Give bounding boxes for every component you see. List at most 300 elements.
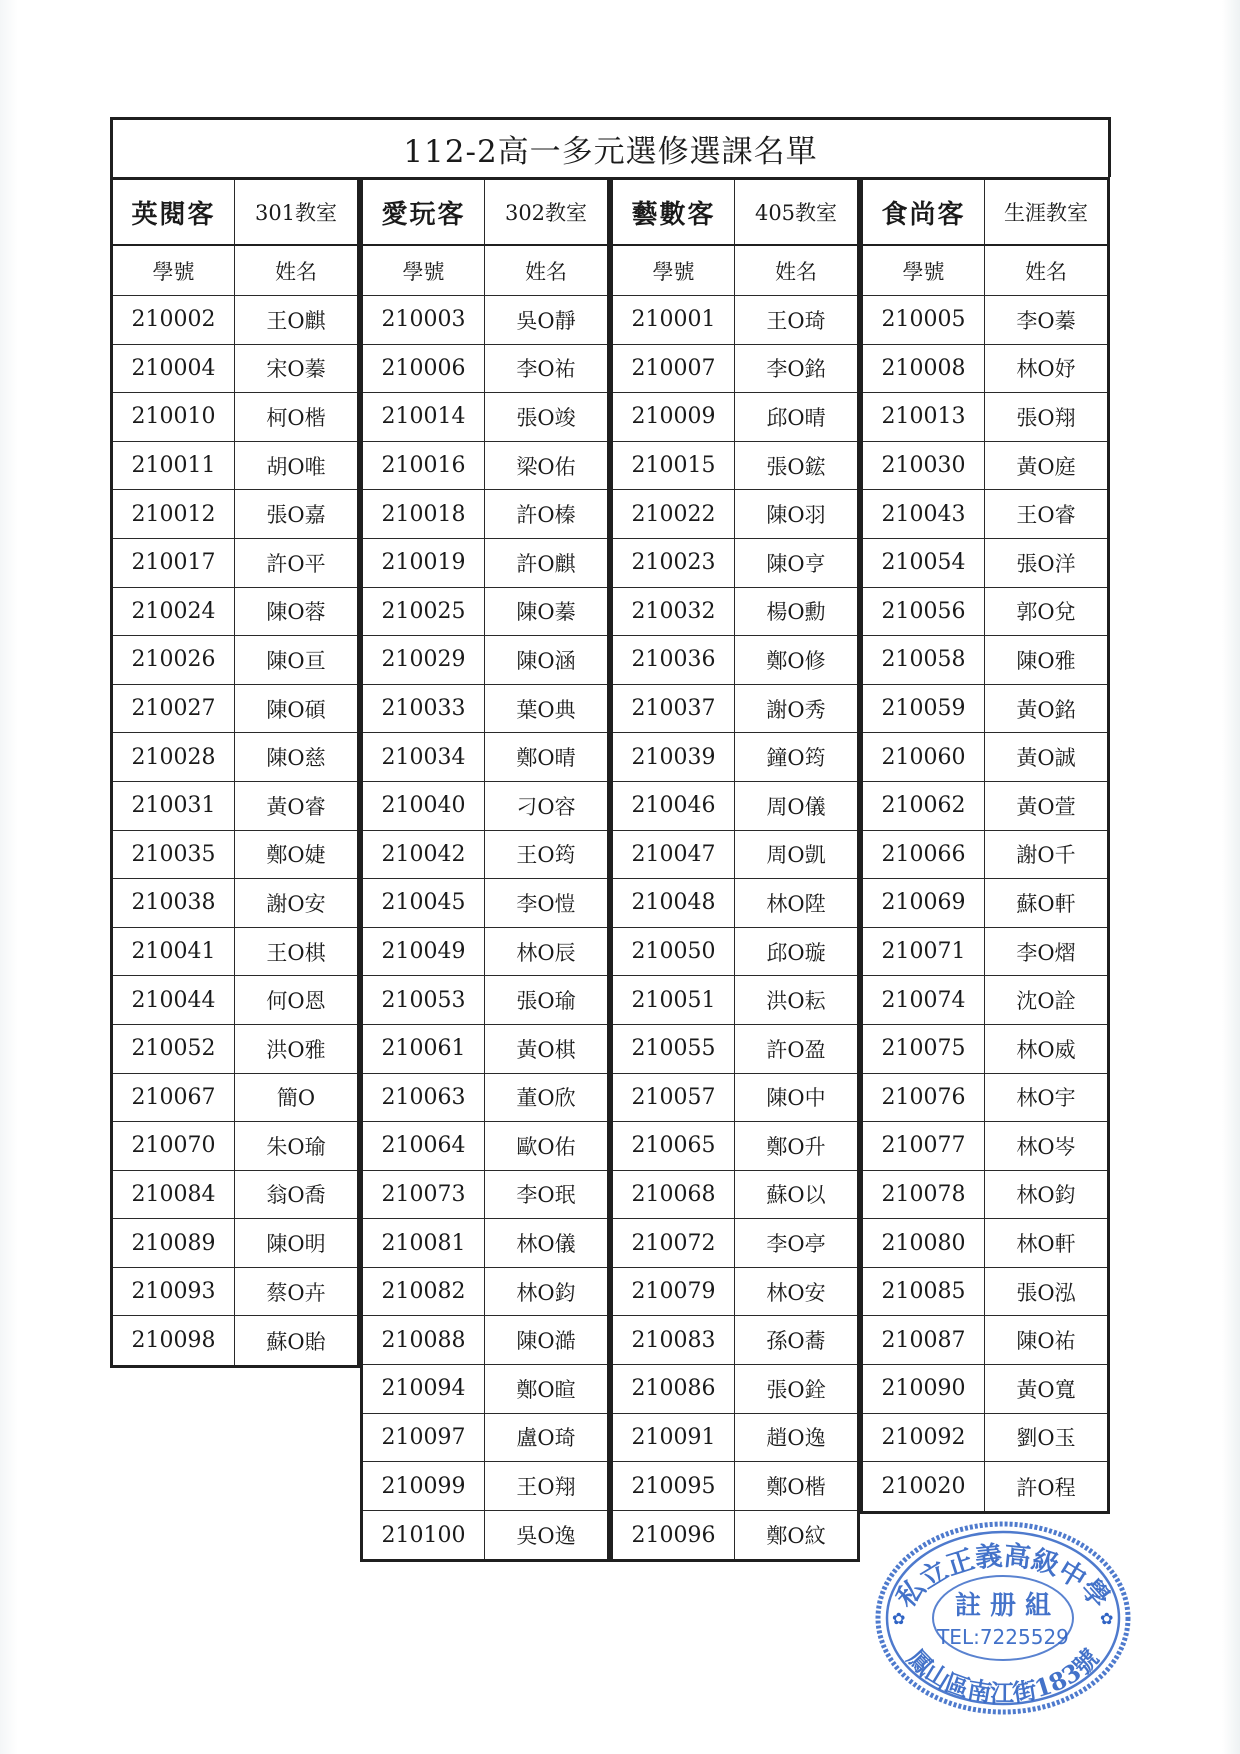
student-name: 張O瑜 xyxy=(516,989,576,1014)
student-id: 210081 xyxy=(363,1219,485,1267)
table-row xyxy=(863,1025,1107,1074)
table-row xyxy=(613,879,857,928)
student-id: 210025 xyxy=(363,588,485,636)
student-name-header: 姓名 xyxy=(1025,259,1067,284)
student-name: 王O棋 xyxy=(266,940,326,965)
student-id-header: 學號 xyxy=(863,246,985,295)
student-id: 210058 xyxy=(863,636,985,684)
student-id: 210018 xyxy=(363,490,485,538)
student-id: 210071 xyxy=(863,928,985,976)
student-name: 李O亭 xyxy=(766,1232,826,1257)
table-row xyxy=(613,1219,857,1268)
student-name: 周O凱 xyxy=(766,843,826,868)
student-name: 葉O典 xyxy=(516,697,576,722)
student-id: 210086 xyxy=(613,1365,735,1413)
table-row xyxy=(363,1414,607,1463)
student-name: 孫O蕎 xyxy=(766,1329,826,1354)
student-name: 趙O逸 xyxy=(766,1426,826,1451)
course-header-row xyxy=(113,180,357,246)
student-name: 張O泓 xyxy=(1016,1280,1076,1305)
student-name: 鄭O暄 xyxy=(516,1377,576,1402)
course-name: 愛玩客 xyxy=(363,180,485,244)
student-name: 張O銓 xyxy=(766,1377,826,1402)
table-row xyxy=(613,1316,857,1365)
table-row xyxy=(613,976,857,1025)
student-name: 鄭O晴 xyxy=(516,746,576,771)
student-id: 210066 xyxy=(863,831,985,879)
course-name: 食尚客 xyxy=(863,180,985,244)
column-label-row xyxy=(363,246,607,296)
table-row xyxy=(863,928,1107,977)
student-name: 陳O雅 xyxy=(1016,648,1076,673)
student-id: 210082 xyxy=(363,1268,485,1316)
student-name: 張O竣 xyxy=(516,405,576,430)
student-id: 210087 xyxy=(863,1316,985,1364)
course-room: 301教室 xyxy=(254,201,338,225)
stamp-office-text: 註 册 組 xyxy=(954,1591,1052,1621)
student-id: 210079 xyxy=(613,1268,735,1316)
student-id: 210089 xyxy=(113,1219,235,1267)
table-row xyxy=(613,1268,857,1317)
student-name-header: 姓名 xyxy=(275,259,317,284)
flower-icon: ✿ xyxy=(892,1609,906,1628)
student-id: 210050 xyxy=(613,928,735,976)
student-name: 陳O明 xyxy=(266,1232,326,1257)
student-name: 王O麒 xyxy=(266,308,326,333)
student-name: 陳O慈 xyxy=(266,746,326,771)
student-name: 陳O蓁 xyxy=(516,600,576,625)
student-id: 210023 xyxy=(613,539,735,587)
table-row xyxy=(613,928,857,977)
course-name: 藝數客 xyxy=(613,180,735,244)
student-name: 蘇O軒 xyxy=(1016,891,1076,916)
table-row xyxy=(863,636,1107,685)
student-id: 210044 xyxy=(113,976,235,1024)
table-row xyxy=(113,296,357,345)
student-name: 黃O誠 xyxy=(1016,746,1076,771)
table-row xyxy=(363,1219,607,1268)
student-name: 劉O玉 xyxy=(1016,1426,1076,1451)
table-row xyxy=(363,442,607,491)
student-id: 210004 xyxy=(113,345,235,393)
table-row xyxy=(113,442,357,491)
table-row xyxy=(863,685,1107,734)
table-row xyxy=(863,1171,1107,1220)
student-name: 邱O晴 xyxy=(766,405,826,430)
student-name: 陳O蓉 xyxy=(266,600,326,625)
student-id: 210064 xyxy=(363,1122,485,1170)
student-name: 黃O睿 xyxy=(266,794,326,819)
student-name: 鄭O婕 xyxy=(266,843,326,868)
student-id: 210092 xyxy=(863,1414,985,1462)
table-row xyxy=(363,976,607,1025)
student-id: 210078 xyxy=(863,1171,985,1219)
table-row xyxy=(363,831,607,880)
student-name: 陳O亘 xyxy=(266,648,326,673)
student-id: 210098 xyxy=(113,1316,235,1365)
table-row xyxy=(863,782,1107,831)
course-header-row xyxy=(363,180,607,246)
student-id: 210003 xyxy=(363,296,485,344)
table-row xyxy=(863,1462,1107,1511)
student-name: 謝O千 xyxy=(1016,843,1076,868)
student-id: 210026 xyxy=(113,636,235,684)
table-row xyxy=(613,1462,857,1511)
table-row xyxy=(613,636,857,685)
student-name: 許O平 xyxy=(266,551,326,576)
table-row xyxy=(113,831,357,880)
student-id: 210001 xyxy=(613,296,735,344)
student-id: 210072 xyxy=(613,1219,735,1267)
student-name: 許O程 xyxy=(1016,1475,1076,1500)
student-name: 柯O楷 xyxy=(266,405,326,430)
student-id: 210042 xyxy=(363,831,485,879)
student-id: 210063 xyxy=(363,1074,485,1122)
student-id: 210091 xyxy=(613,1414,735,1462)
table-row xyxy=(613,685,857,734)
student-id: 210043 xyxy=(863,490,985,538)
student-id: 210041 xyxy=(113,928,235,976)
student-name: 陳O澔 xyxy=(516,1329,576,1354)
table-row xyxy=(113,1268,357,1317)
course-room: 302教室 xyxy=(504,201,588,225)
student-name: 陳O碩 xyxy=(266,697,326,722)
table-row xyxy=(863,1268,1107,1317)
student-name: 楊O勳 xyxy=(766,600,826,625)
student-name: 張O翔 xyxy=(1016,405,1076,430)
student-id: 210029 xyxy=(363,636,485,684)
student-id-header: 學號 xyxy=(363,246,485,295)
student-id: 210059 xyxy=(863,685,985,733)
student-name: 王O翔 xyxy=(516,1475,576,1500)
student-name-header: 姓名 xyxy=(775,259,817,284)
table-row xyxy=(363,928,607,977)
table-row xyxy=(363,733,607,782)
table-row xyxy=(363,685,607,734)
table-row xyxy=(863,345,1107,394)
student-name: 黃O萱 xyxy=(1016,794,1076,819)
student-name: 梁O佑 xyxy=(516,454,576,479)
course-name: 英閱客 xyxy=(113,180,235,244)
student-name: 胡O唯 xyxy=(266,454,326,479)
student-name: 陳O羽 xyxy=(766,503,826,528)
table-row xyxy=(113,588,357,637)
table-row xyxy=(363,1365,607,1414)
student-id: 210065 xyxy=(613,1122,735,1170)
table-row xyxy=(113,782,357,831)
student-id: 210069 xyxy=(863,879,985,927)
student-id: 210028 xyxy=(113,733,235,781)
table-row xyxy=(613,1365,857,1414)
student-name: 林O威 xyxy=(1016,1037,1076,1062)
student-id: 210083 xyxy=(613,1316,735,1364)
student-id: 210012 xyxy=(113,490,235,538)
student-id: 210100 xyxy=(363,1511,485,1560)
student-id-header: 學號 xyxy=(613,246,735,295)
student-id: 210019 xyxy=(363,539,485,587)
student-name: 林O鈞 xyxy=(1016,1183,1076,1208)
student-id: 210061 xyxy=(363,1025,485,1073)
table-row xyxy=(113,636,357,685)
student-name: 林O儀 xyxy=(516,1232,576,1257)
student-name: 翁O喬 xyxy=(266,1183,326,1208)
student-id: 210090 xyxy=(863,1365,985,1413)
course-header-row xyxy=(613,180,857,246)
student-id: 210076 xyxy=(863,1074,985,1122)
student-id: 210094 xyxy=(363,1365,485,1413)
student-id: 210088 xyxy=(363,1316,485,1364)
table-row xyxy=(863,733,1107,782)
student-id: 210073 xyxy=(363,1171,485,1219)
table-row xyxy=(363,1462,607,1511)
table-row xyxy=(363,1511,607,1560)
page-edge-right xyxy=(1222,0,1240,1754)
table-row xyxy=(613,1171,857,1220)
student-name: 洪O耘 xyxy=(766,989,826,1014)
table-row xyxy=(613,296,857,345)
table-row xyxy=(613,1511,857,1560)
student-id: 210047 xyxy=(613,831,735,879)
student-name: 林O岑 xyxy=(1016,1134,1076,1159)
table-row xyxy=(113,733,357,782)
student-id: 210008 xyxy=(863,345,985,393)
course-block xyxy=(360,177,610,1562)
table-row xyxy=(863,1414,1107,1463)
student-name: 陳O涵 xyxy=(516,648,576,673)
student-name: 鄭O楷 xyxy=(766,1475,826,1500)
student-id: 210048 xyxy=(613,879,735,927)
student-id: 210067 xyxy=(113,1074,235,1122)
student-id: 210035 xyxy=(113,831,235,879)
table-row xyxy=(863,1122,1107,1171)
student-name: 黃O庭 xyxy=(1016,454,1076,479)
student-name: 張O鋐 xyxy=(766,454,826,479)
table-row xyxy=(113,1122,357,1171)
table-row xyxy=(363,1074,607,1123)
table-row xyxy=(363,588,607,637)
student-id: 210027 xyxy=(113,685,235,733)
student-name: 陳O祐 xyxy=(1016,1329,1076,1354)
student-id: 210068 xyxy=(613,1171,735,1219)
student-name: 李O祐 xyxy=(516,357,576,382)
student-name: 黃O銘 xyxy=(1016,697,1076,722)
student-name: 周O儀 xyxy=(766,794,826,819)
table-row xyxy=(363,1171,607,1220)
table-row xyxy=(363,782,607,831)
table-row xyxy=(613,393,857,442)
document-title: 112-2高一多元選修選課名單 xyxy=(110,117,1111,177)
student-id: 210030 xyxy=(863,442,985,490)
student-id: 210022 xyxy=(613,490,735,538)
student-id: 210014 xyxy=(363,393,485,441)
page-edge-left xyxy=(0,0,18,1754)
student-id: 210099 xyxy=(363,1462,485,1510)
student-id: 210005 xyxy=(863,296,985,344)
student-name: 郭O兌 xyxy=(1016,600,1076,625)
table-row xyxy=(113,1171,357,1220)
table-row xyxy=(863,976,1107,1025)
student-name: 簡O xyxy=(276,1086,316,1111)
student-id: 210057 xyxy=(613,1074,735,1122)
student-name: 刁O容 xyxy=(516,794,576,819)
table-row xyxy=(613,490,857,539)
table-row xyxy=(113,685,357,734)
student-name: 張O嘉 xyxy=(266,503,326,528)
student-name: 林O鈞 xyxy=(516,1280,576,1305)
table-row xyxy=(863,831,1107,880)
student-id: 210052 xyxy=(113,1025,235,1073)
table-row xyxy=(113,1219,357,1268)
student-name: 王O琦 xyxy=(766,308,826,333)
table-row xyxy=(613,1122,857,1171)
course-header-row xyxy=(863,180,1107,246)
student-name: 何O恩 xyxy=(266,989,326,1014)
table-row xyxy=(863,442,1107,491)
column-label-row xyxy=(113,246,357,296)
table-row xyxy=(363,539,607,588)
student-id: 210039 xyxy=(613,733,735,781)
table-row xyxy=(863,588,1107,637)
table-row xyxy=(113,976,357,1025)
student-id: 210074 xyxy=(863,976,985,1024)
student-id: 210034 xyxy=(363,733,485,781)
table-row xyxy=(613,588,857,637)
table-row xyxy=(613,782,857,831)
student-name: 宋O蓁 xyxy=(266,357,326,382)
table-row xyxy=(613,539,857,588)
table-row xyxy=(113,393,357,442)
student-id: 210053 xyxy=(363,976,485,1024)
table-row xyxy=(113,928,357,977)
student-id: 210011 xyxy=(113,442,235,490)
student-id: 210093 xyxy=(113,1268,235,1316)
student-id: 210016 xyxy=(363,442,485,490)
table-row xyxy=(613,1414,857,1463)
student-name: 許O麒 xyxy=(516,551,576,576)
student-id: 210062 xyxy=(863,782,985,830)
student-id: 210070 xyxy=(113,1122,235,1170)
student-name: 李O銘 xyxy=(766,357,826,382)
course-room: 405教室 xyxy=(754,201,838,225)
student-name: 蔡O卉 xyxy=(266,1280,326,1305)
table-row xyxy=(363,490,607,539)
table-row xyxy=(613,1074,857,1123)
table-row xyxy=(613,831,857,880)
student-name: 陳O亨 xyxy=(766,551,826,576)
student-name-header: 姓名 xyxy=(525,259,567,284)
table-row xyxy=(863,1365,1107,1414)
student-id: 210015 xyxy=(613,442,735,490)
student-name: 鄭O紋 xyxy=(766,1524,826,1549)
student-name: 鄭O修 xyxy=(766,648,826,673)
student-name: 許O榛 xyxy=(516,503,576,528)
table-row xyxy=(613,345,857,394)
student-id: 210097 xyxy=(363,1414,485,1462)
student-id: 210032 xyxy=(613,588,735,636)
student-name: 陳O中 xyxy=(766,1086,826,1111)
registration-office-stamp xyxy=(872,1516,1134,1716)
student-name: 林O宇 xyxy=(1016,1086,1076,1111)
table-row xyxy=(613,733,857,782)
table-row xyxy=(113,1025,357,1074)
table-row xyxy=(863,296,1107,345)
student-name: 沈O詮 xyxy=(1016,989,1076,1014)
student-id: 210013 xyxy=(863,393,985,441)
student-name: 黃O棋 xyxy=(516,1037,576,1062)
student-id: 210040 xyxy=(363,782,485,830)
student-id: 210009 xyxy=(613,393,735,441)
student-id: 210010 xyxy=(113,393,235,441)
student-name: 蘇O以 xyxy=(766,1183,826,1208)
student-id: 210056 xyxy=(863,588,985,636)
table-row xyxy=(363,1025,607,1074)
student-name: 林O陞 xyxy=(766,891,826,916)
student-name: 朱O瑜 xyxy=(266,1134,326,1159)
table-row xyxy=(113,1316,357,1365)
student-id: 210038 xyxy=(113,879,235,927)
student-id: 210051 xyxy=(613,976,735,1024)
column-label-row xyxy=(863,246,1107,296)
stamp-school-text: 私立正義高級中學 xyxy=(890,1540,1116,1615)
student-id: 210017 xyxy=(113,539,235,587)
table-row xyxy=(363,1268,607,1317)
table-row xyxy=(363,879,607,928)
student-id-header: 學號 xyxy=(113,246,235,295)
table-row xyxy=(863,490,1107,539)
student-id: 210006 xyxy=(363,345,485,393)
table-row xyxy=(363,393,607,442)
student-name: 李O蓁 xyxy=(1016,308,1076,333)
student-id: 210045 xyxy=(363,879,485,927)
course-block xyxy=(860,177,1110,1514)
student-name: 林O軒 xyxy=(1016,1232,1076,1257)
student-name: 王O睿 xyxy=(1016,503,1076,528)
student-id: 210060 xyxy=(863,733,985,781)
table-row xyxy=(863,1074,1107,1123)
table-row xyxy=(363,636,607,685)
course-room: 生涯教室 xyxy=(1004,201,1088,225)
table-row xyxy=(113,345,357,394)
student-name: 王O筠 xyxy=(516,843,576,868)
stamp-tel-text: TEL:7225529 xyxy=(937,1625,1069,1649)
table-row xyxy=(863,1219,1107,1268)
student-name: 許O盈 xyxy=(766,1037,826,1062)
student-id: 210096 xyxy=(613,1511,735,1560)
table-row xyxy=(363,1316,607,1365)
student-id: 210077 xyxy=(863,1122,985,1170)
student-id: 210075 xyxy=(863,1025,985,1073)
student-name: 李O珉 xyxy=(516,1183,576,1208)
student-name: 謝O安 xyxy=(266,891,326,916)
student-name: 邱O璇 xyxy=(766,940,826,965)
student-name: 董O欣 xyxy=(516,1086,576,1111)
student-name: 張O洋 xyxy=(1016,551,1076,576)
table-row xyxy=(363,345,607,394)
table-row xyxy=(613,1025,857,1074)
column-label-row xyxy=(613,246,857,296)
table-row xyxy=(613,442,857,491)
table-row xyxy=(363,296,607,345)
table-row xyxy=(863,879,1107,928)
student-id: 210084 xyxy=(113,1171,235,1219)
table-row xyxy=(863,1316,1107,1365)
student-name: 林O妤 xyxy=(1016,357,1076,382)
student-id: 210031 xyxy=(113,782,235,830)
student-name: 吳O逸 xyxy=(516,1524,576,1549)
student-name: 鐘O筠 xyxy=(766,746,826,771)
student-id: 210037 xyxy=(613,685,735,733)
student-name: 李O愷 xyxy=(516,891,576,916)
